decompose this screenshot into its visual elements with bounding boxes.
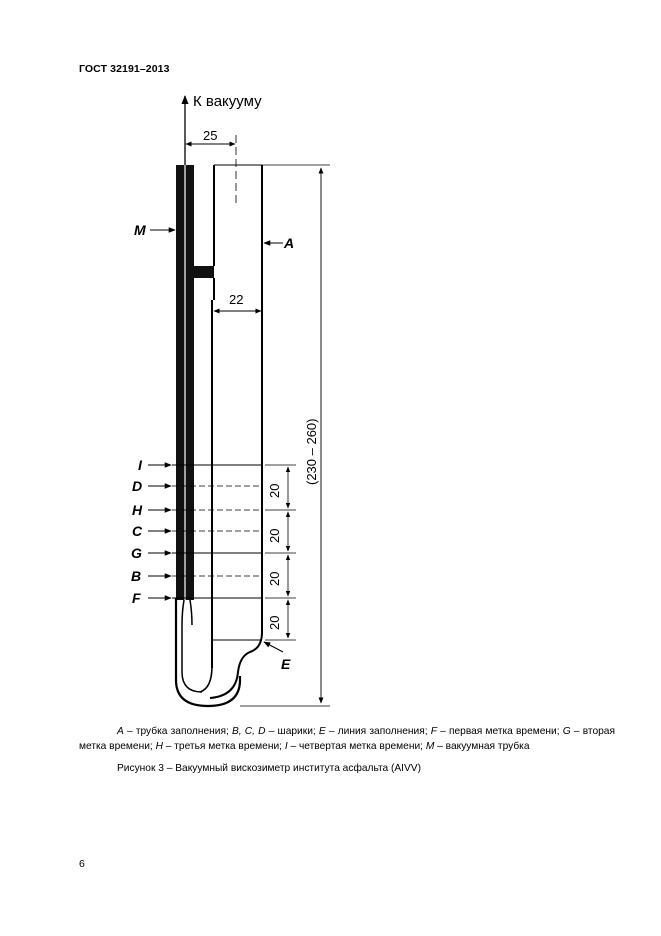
- dimension-22: 22: [229, 292, 244, 307]
- label-C: C: [132, 523, 143, 539]
- vacuum-label: К вакууму: [193, 93, 262, 110]
- label-A: A: [284, 235, 295, 251]
- label-E: E: [281, 656, 291, 672]
- dimension-total: (230 – 260): [304, 418, 319, 485]
- dimension-20-3: 20: [267, 571, 282, 586]
- label-I: I: [138, 457, 142, 473]
- figure-legend: A – трубка заполнения; B, C, D – шарики; E – линия заполнения; F – первая метка времени; G – вторая метка времени; H – третья метка времени; I – четвертая метка времени; M – вакуумная трубка: [79, 726, 615, 752]
- figure-caption: Рисунок 3 – Вакуумный вискозиметр института асфальта (AIVV): [117, 763, 421, 774]
- label-M: M: [134, 222, 146, 238]
- label-B: B: [131, 568, 142, 584]
- dimension-20-1: 20: [267, 483, 282, 498]
- label-G: G: [131, 545, 142, 561]
- label-F: F: [132, 590, 141, 606]
- document-header: ГОСТ 32191–2013: [79, 63, 170, 75]
- dimension-20-2: 20: [267, 528, 282, 543]
- dimension-20-4: 20: [267, 615, 282, 630]
- dimension-25: 25: [203, 128, 218, 143]
- label-H: H: [132, 502, 143, 518]
- page-number: 6: [79, 858, 85, 870]
- label-D: D: [132, 478, 143, 494]
